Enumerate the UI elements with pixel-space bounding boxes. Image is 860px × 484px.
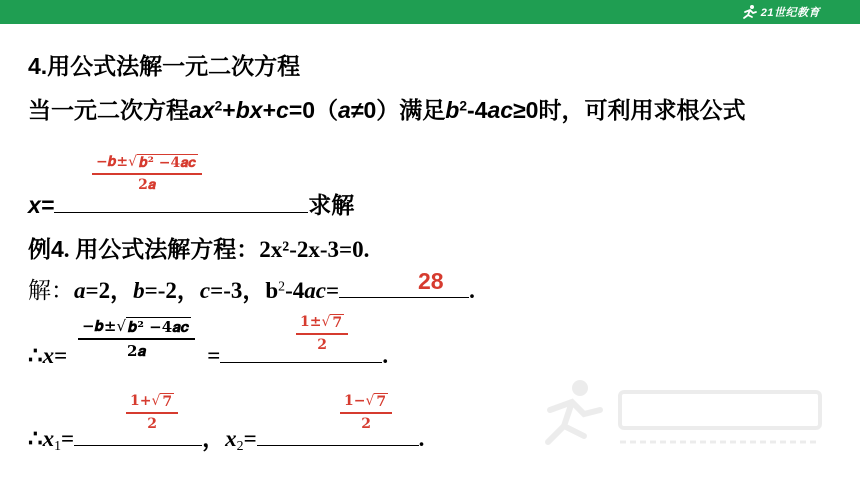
condition-sentence: 当一元二次方程$ax^2+bx+c=0(a\ne 0)$满足$b^2-4ac\ge 0$时，可利用求根公式: [28, 97, 746, 123]
solution-line: 解：a=2，b=-2，c=-3，$b^2-4ac=$ .: [28, 278, 475, 303]
answer-blank: [54, 212, 308, 213]
x-label: x=: [28, 192, 55, 218]
runner-logo-icon: [742, 4, 758, 20]
x-answer-blank: [220, 362, 382, 363]
quadratic-formula-answer: −𝒃± √ 𝒃² −𝟒𝒂𝒄 𝟐𝒂: [92, 154, 202, 193]
x2-answer: 1− √ 7 2: [340, 393, 392, 432]
x1-answer: 1+ √ 7 2: [126, 393, 178, 432]
x2-blank: [257, 445, 419, 446]
therefore-x-line: ∴x= = .: [28, 343, 389, 368]
discriminant-answer: 28: [418, 268, 444, 294]
solve-label: 求解: [308, 192, 355, 218]
x1-blank: [74, 445, 202, 446]
logo-text: 21世纪教育: [760, 7, 820, 19]
x-answer: 1± √ 7 2: [296, 314, 348, 353]
section-heading: 4.用公式法解一元二次方程: [28, 53, 301, 79]
brand-logo: [742, 3, 820, 21]
x-formula-line: [28, 187, 354, 220]
top-banner: [0, 0, 860, 24]
example-line: 例4. 用公式法解方程：2x²-2x-3=0.: [28, 236, 370, 262]
discriminant-blank: [339, 297, 469, 298]
watermark-logo-icon: [540, 370, 840, 460]
formula-fraction: −𝒃± √ 𝒃² −𝟒𝒂𝒄 𝟐𝒂: [78, 317, 195, 360]
roots-line: $\therefore x_1=$ ，$x_2=$ .: [28, 426, 425, 454]
